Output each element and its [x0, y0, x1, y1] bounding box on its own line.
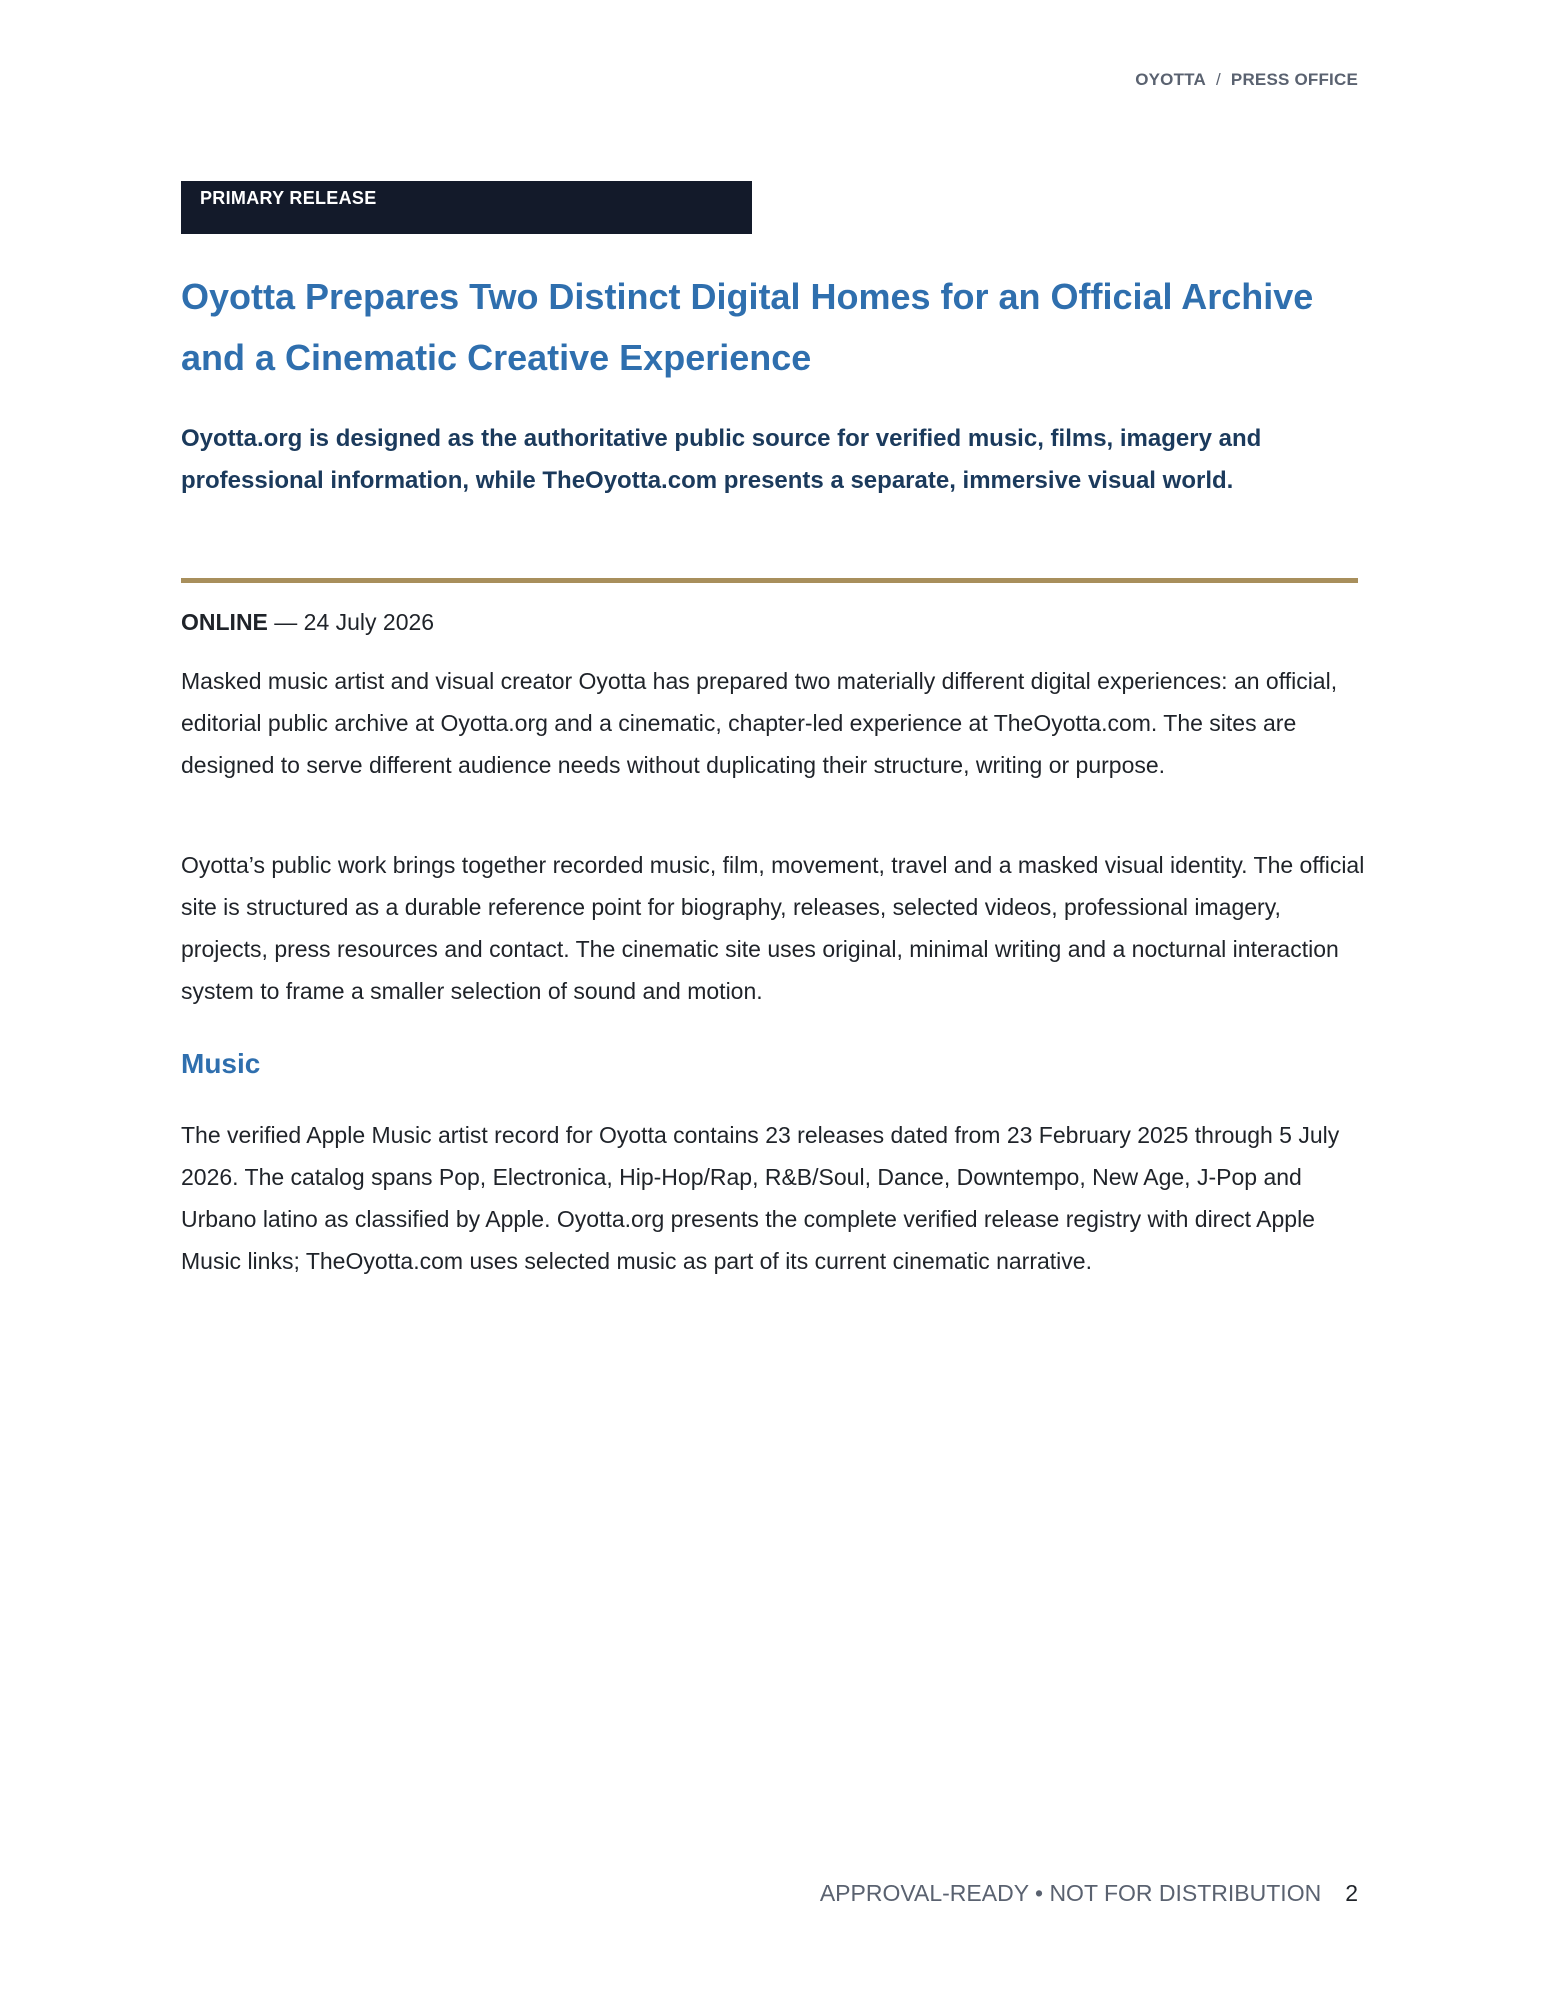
header-section: PRESS OFFICE	[1230, 70, 1358, 89]
page-number: 2	[1345, 1880, 1358, 1906]
divider-rule	[181, 578, 1358, 583]
header-separator: /	[1215, 70, 1221, 89]
body-paragraph: Masked music artist and visual creator Oyotta has prepared two materially different digital experiences: an official, editorial public archive at Oyotta.org and a cinematic, chapter-led experience at TheOyotta.com. The sites are designed to serve different audience needs without duplicating their structure, writing or purpose.	[181, 668, 1338, 778]
dateline	[181, 606, 434, 638]
release-tag	[181, 181, 752, 234]
header-brand: OYOTTA	[1135, 70, 1206, 89]
dateline-dash: —	[274, 609, 298, 635]
running-header	[1135, 70, 1358, 90]
page-footer	[820, 1880, 1358, 1907]
dateline-date: 24 July 2026	[303, 609, 435, 635]
release-tag-label: PRIMARY RELEASE	[200, 188, 377, 208]
body-paragraph: Oyotta’s public work brings together recorded music, film, movement, travel and a masked visual identity. The official site is structured as a durable reference point for biography, releases, selected videos, professional imagery, projects, press resources and contact. The cinematic site uses original, minimal writing and a nocturnal interaction system to frame a smaller selection of sound and motion.	[181, 852, 1365, 1004]
footer-notice: APPROVAL-READY • NOT FOR DISTRIBUTION	[819, 1880, 1322, 1906]
section-heading-music: Music	[181, 1048, 261, 1079]
subheadline: Oyotta.org is designed as the authoritative public source for verified music, films, imagery and professional information, while TheOyotta.com presents a separate, immersive visual world.	[181, 425, 1262, 494]
dateline-location: ONLINE	[181, 609, 268, 635]
page-title: Oyotta Prepares Two Distinct Digital Homes for an Official Archive and a Cinematic Creative Experience	[181, 276, 1314, 378]
section-paragraph-music: The verified Apple Music artist record for Oyotta contains 23 releases dated from 23 February 2025 through 5 July 2026. The catalog spans Pop, Electronica, Hip-Hop/Rap, R&B/Soul, Dance, Downtempo, New Age, J-Pop and Urbano latino as classified by Apple. Oyotta.org presents the complete verified release registry with direct Apple Music links; TheOyotta.com uses selected music as part of its current cinematic narrative.	[181, 1122, 1340, 1274]
